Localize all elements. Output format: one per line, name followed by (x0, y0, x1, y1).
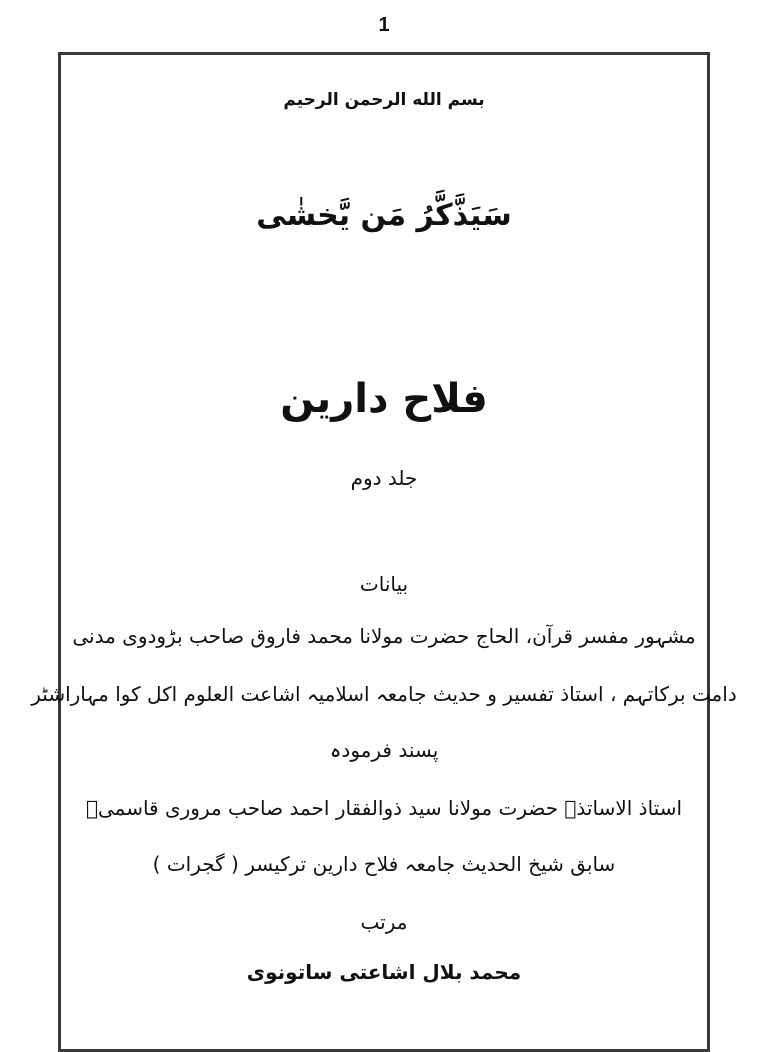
quran-verse: سَیَذَّکَّرُ مَن یَّخشٰی (256, 198, 512, 233)
approver-title-line: سابق شیخ الحدیث جامعہ فلاح دارین ترکیسر ( گجرات ) (152, 852, 616, 876)
speaker-title-line: دامت برکاتہم ، استاذ تفسیر و حدیث جامعہ اسلامیہ اشاعت العلوم اکل کوا مہاراشٹر (31, 682, 737, 706)
speaker-line: مشہور مفسر قرآن، الحاج حضرت مولانا محمد فاروق صاحب بڑودوی مدنی (72, 624, 696, 648)
compiler-label: مرتب (360, 910, 408, 934)
approved-by-label: پسند فرمودہ (329, 738, 439, 762)
lectures-label: بیانات (359, 572, 409, 596)
page-number: 1 (378, 14, 390, 36)
approver-line: استاذ الاساتذہ حضرت مولانا سید ذوالفقار احمد صاحب مروری قاسمیؒ (85, 796, 683, 820)
book-title: فلاح دارین (280, 376, 488, 422)
bismillah: بسم الله الرحمن الرحیم (283, 90, 485, 110)
volume-label: جلد دوم (350, 466, 418, 490)
compiler-name: محمد بلال اشاعتی ساتونوی (246, 960, 522, 984)
